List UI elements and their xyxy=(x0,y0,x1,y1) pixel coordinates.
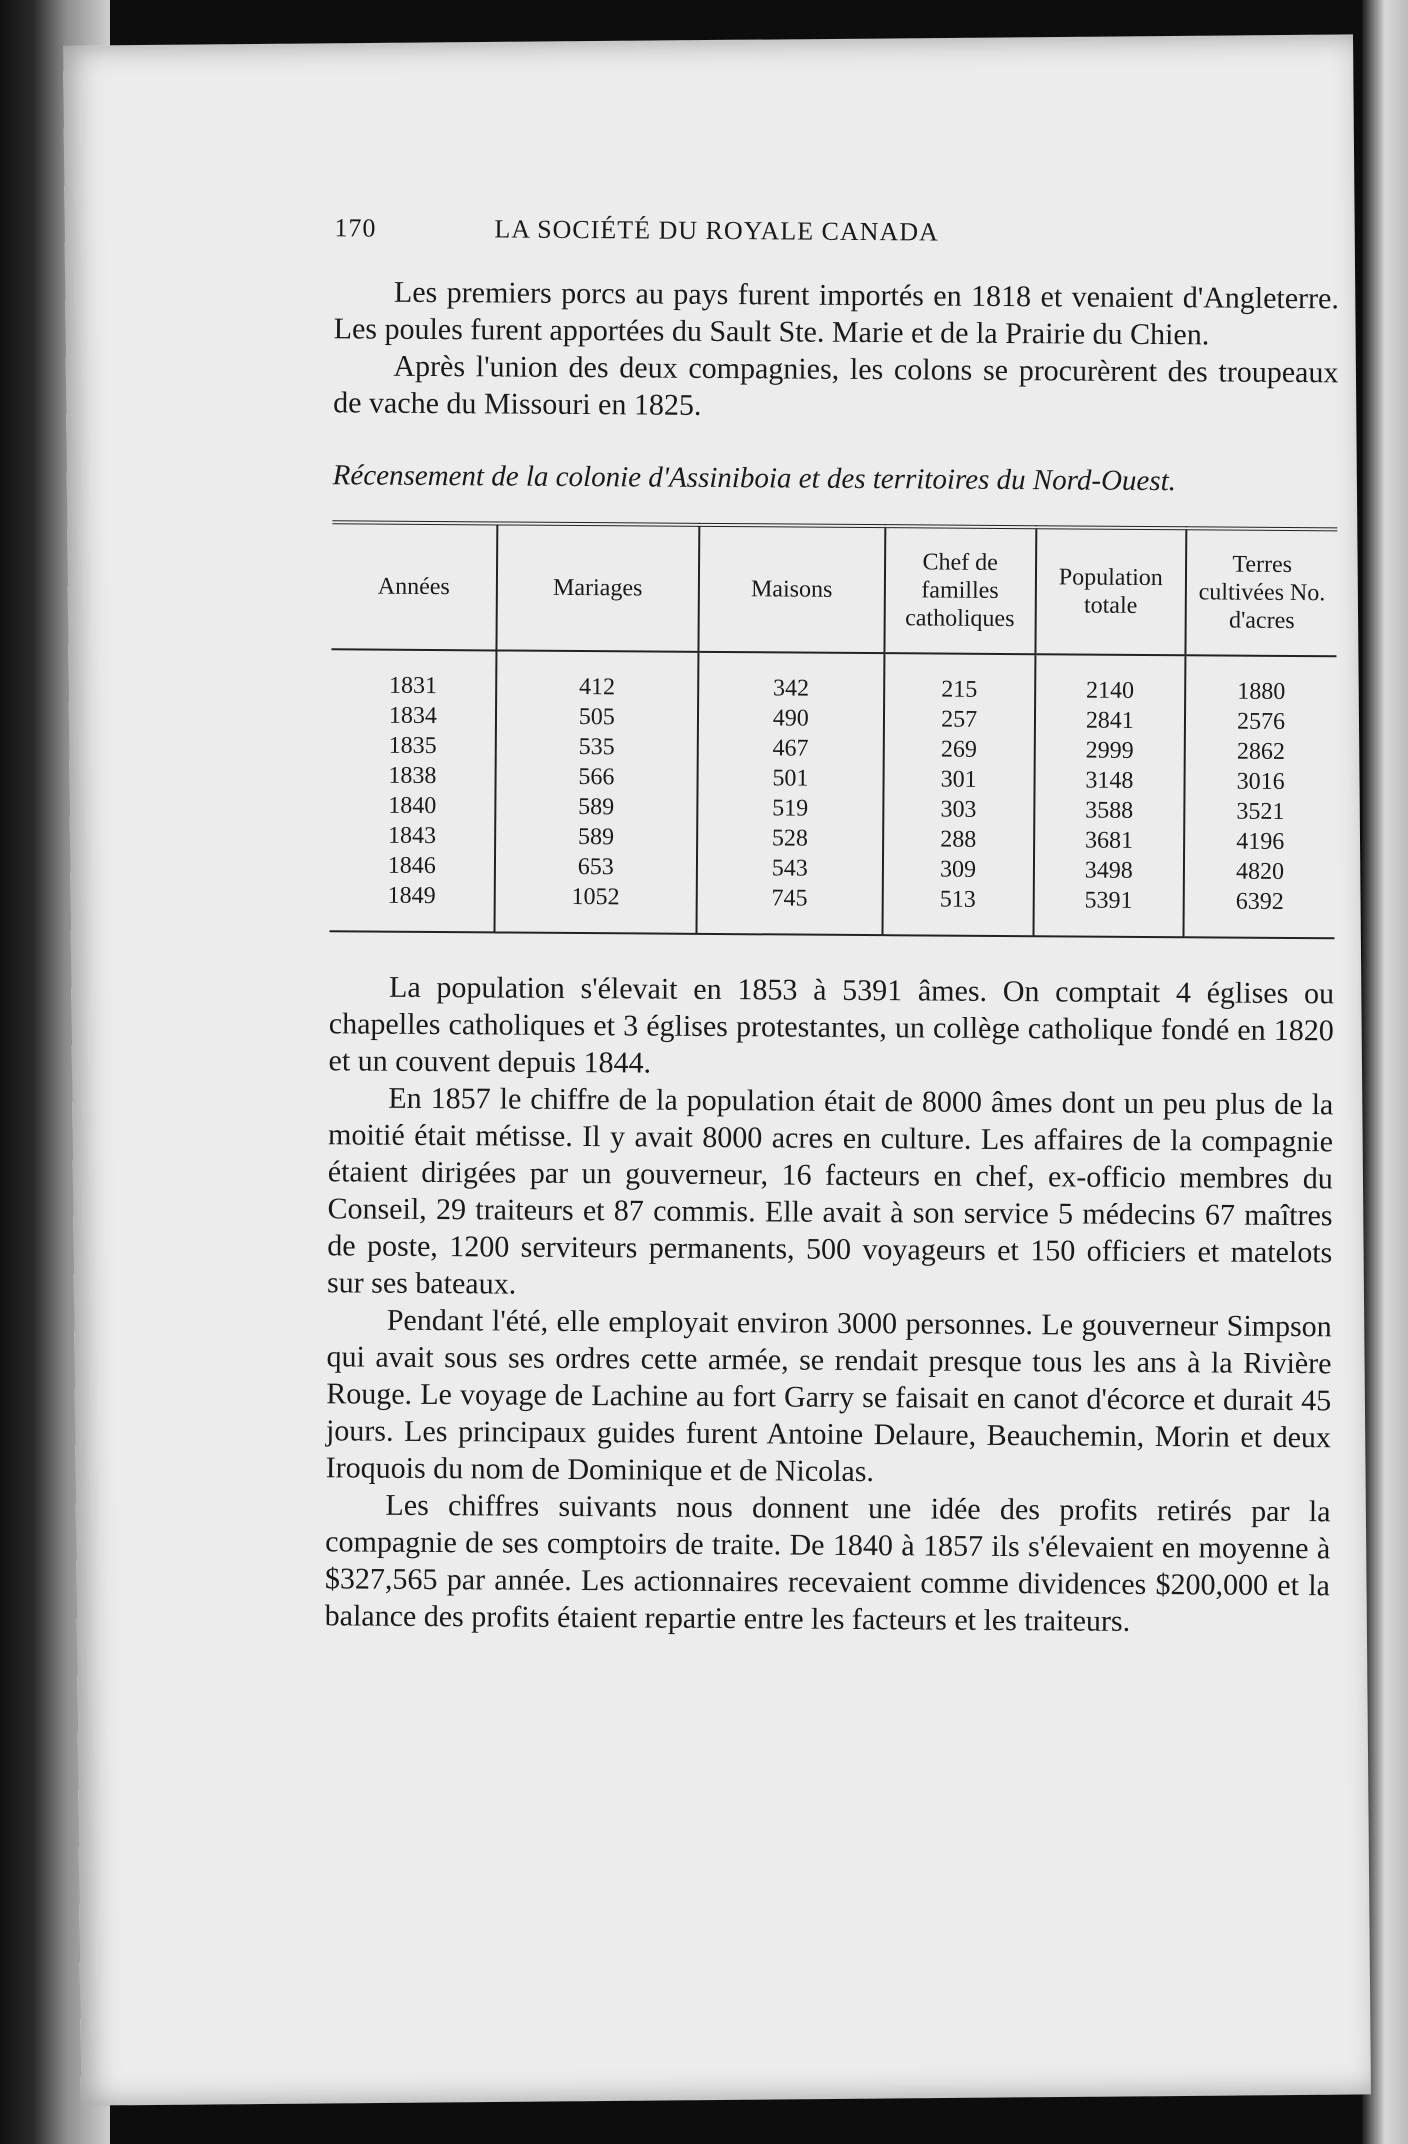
table-cell: 309 xyxy=(939,856,977,883)
column-header: Années xyxy=(331,522,497,650)
table-cell: 1846 xyxy=(387,852,436,880)
table-cell: 257 xyxy=(941,706,978,733)
paragraph: Les premiers porcs au pays furent importés en 1818 et venaient d'Angleterre. Les poules furent apportées du Sault Ste. Marie et de la Prairie du Chien. xyxy=(333,275,1340,352)
page-content xyxy=(325,213,1340,1641)
table-cell: 589 xyxy=(578,794,615,821)
book-page xyxy=(63,34,1371,2105)
table-cell: 653 xyxy=(577,854,614,881)
table-caption: Récensement de la colonie d'Assiniboia et des territoires du Nord-Ouest. xyxy=(332,459,1177,498)
table-cell: 3521 xyxy=(1236,798,1285,825)
table-cell: 288 xyxy=(940,826,977,853)
column-header: Population totale xyxy=(1035,527,1187,655)
table-cell: 3588 xyxy=(1085,797,1134,824)
table-cell: 1838 xyxy=(388,762,437,790)
census-table xyxy=(329,520,1337,939)
table-cell: 2999 xyxy=(1085,737,1134,764)
column-header: Maisons xyxy=(698,525,885,653)
paragraph: Pendant l'été, elle employait environ 3000 personnes. Le gouverneur Simpson qui avait sous ses ordres cette armée, se rendait presque tous les ans à la Rivière Rouge. Le voyage de Lachine au fort Garry se faisait en canot d'écorce et durait 45 jours. Les principaux guides furent Antoine Delaure, Beauchemin, Morin et deux Iroquois du nom de Dominique et de Nicolas. xyxy=(325,1303,1332,1489)
page-header xyxy=(334,213,1339,280)
table-cell: 1834 xyxy=(388,702,437,730)
paragraph: En 1857 le chiffre de la population était de 8000 âmes dont un peu plus de la moitié était métisse. Il y avait 8000 acres en culture. Les affaires de la compagnie étaient dirigées par un gouverneur, 16 facteurs en chef, ex-officio membres du Conseil, 29 traiteurs et 87 commis. Elle avait à son service 5 médecins 67 maîtres de poste, 1200 serviteurs permanents, 500 voyageurs et 150 officiers et matelots sur ses bateaux. xyxy=(326,1081,1334,1301)
table-cell: 2140 xyxy=(1085,677,1135,704)
page-number: 170 xyxy=(334,213,377,243)
table-cell: 4196 xyxy=(1236,828,1285,855)
paragraph: Après l'union des deux compagnies, les colons se procurèrent des troupeaux de vache du Missouri en 1825. xyxy=(333,349,1339,422)
table-cell: 505 xyxy=(578,704,615,731)
table-cell: 1831 xyxy=(389,672,438,700)
table-cell: 501 xyxy=(772,765,809,792)
column-header: Chef de familles catholiques xyxy=(884,526,1036,654)
houses-column xyxy=(696,652,884,935)
table-cell: 5391 xyxy=(1084,887,1133,914)
table-body-row xyxy=(329,649,1336,938)
table-cell: 3016 xyxy=(1236,768,1285,795)
table-cell: 535 xyxy=(578,734,615,761)
cultivated-land-column xyxy=(1184,655,1337,938)
column-header: Mariages xyxy=(496,523,699,651)
table-cell: 1849 xyxy=(387,882,436,910)
marriages-column xyxy=(494,650,698,933)
table-cell: 3681 xyxy=(1084,827,1134,854)
table-cell: 303 xyxy=(940,796,977,823)
table-cell: 6392 xyxy=(1235,888,1284,915)
table-cell: 342 xyxy=(772,675,810,702)
table-header-row xyxy=(331,522,1337,656)
scan-right-edge xyxy=(1362,0,1408,2144)
table-cell: 2862 xyxy=(1236,738,1285,765)
table-cell: 301 xyxy=(940,766,977,793)
table-cell: 2841 xyxy=(1085,707,1134,734)
table-cell: 269 xyxy=(940,736,977,763)
table-cell: 1052 xyxy=(571,883,620,911)
table-cell: 1843 xyxy=(387,822,437,850)
table-cell: 1880 xyxy=(1237,678,1286,705)
table-cell: 513 xyxy=(939,886,976,913)
table-cell: 467 xyxy=(772,735,809,762)
years-column xyxy=(329,649,496,932)
paragraph: La population s'élevait en 1853 à 5391 âmes. On comptait 4 églises ou chapelles catholiques et 3 églises protestantes, un collège catholique fondé en 1820 et un couvent depuis 1844. xyxy=(328,970,1335,1080)
table-cell: 543 xyxy=(771,855,808,882)
table-cell: 215 xyxy=(941,676,978,703)
table-cell: 4820 xyxy=(1235,858,1285,885)
column-header: Terres cultivées No. d'acres xyxy=(1186,528,1338,656)
population-column xyxy=(1033,654,1186,937)
catholic-families-column xyxy=(882,653,1035,936)
table-cell: 745 xyxy=(771,885,808,912)
table-cell: 2576 xyxy=(1237,708,1286,735)
table-cell: 3148 xyxy=(1085,767,1134,794)
table-cell: 3498 xyxy=(1084,857,1133,884)
table-cell: 1835 xyxy=(388,732,437,760)
table-cell: 519 xyxy=(772,795,809,822)
running-head: LA SOCIÉTÉ DU ROYALE CANADA xyxy=(494,214,939,247)
table-cell: 412 xyxy=(578,674,616,701)
table-cell: 566 xyxy=(578,764,615,791)
table-cell: 589 xyxy=(577,824,615,851)
table-cell: 490 xyxy=(772,705,809,732)
paragraph: Les chiffres suivants nous donnent une idée des profits retirés par la compagnie de ses comptoirs de traite. De 1840 à 1857 ils s'élevaient en moyenne à $327,565 par année. Les actionnaires recevaient comme dividences $200,000 et la balance des profits étaient repartie entre les facteurs et les traiteurs. xyxy=(324,1488,1331,1638)
table-cell: 1840 xyxy=(388,792,437,820)
table-cell: 528 xyxy=(771,825,809,852)
